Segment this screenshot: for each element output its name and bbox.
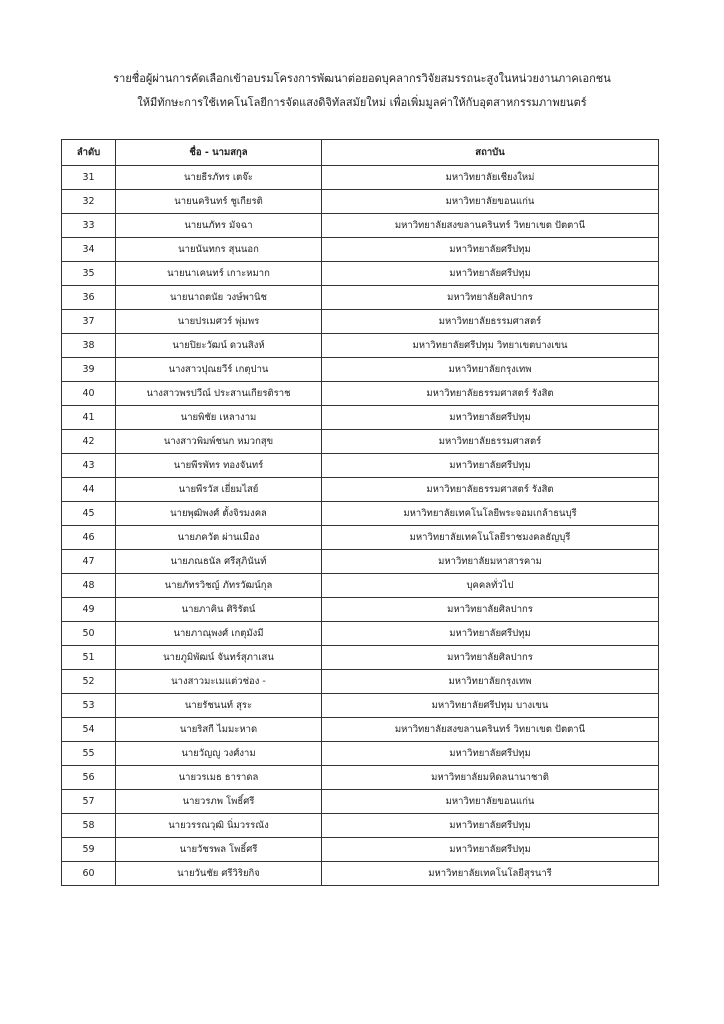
cell-institution: มหาวิทยาลัยกรุงเทพ xyxy=(322,670,659,694)
table-row xyxy=(62,430,659,454)
cell-name: นายนภัทร มัจฉา xyxy=(116,214,322,238)
cell-name: นายภณธนัล ศรีสุภินันท์ xyxy=(116,550,322,574)
cell-name: นายพีรพัทร ทองจันทร์ xyxy=(116,454,322,478)
cell-number: 42 xyxy=(62,430,116,454)
table-row xyxy=(62,286,659,310)
cell-number: 46 xyxy=(62,526,116,550)
cell-number: 59 xyxy=(62,838,116,862)
cell-name: นายวรภพ โพธิ์ศรี xyxy=(116,790,322,814)
table-row xyxy=(62,406,659,430)
cell-institution: มหาวิทยาลัยสงขลานครินทร์ วิทยาเขต ปัตตานี xyxy=(322,718,659,742)
column-header-name: ชื่อ - นามสกุล xyxy=(116,140,322,166)
table-row xyxy=(62,766,659,790)
cell-number: 33 xyxy=(62,214,116,238)
cell-number: 49 xyxy=(62,598,116,622)
cell-institution: มหาวิทยาลัยศรีปทุม xyxy=(322,742,659,766)
table-row xyxy=(62,190,659,214)
cell-institution: มหาวิทยาลัยธรรมศาสตร์ รังสิต xyxy=(322,382,659,406)
cell-institution: มหาวิทยาลัยศรีปทุม วิทยาเขตบางเขน xyxy=(322,334,659,358)
cell-number: 41 xyxy=(62,406,116,430)
cell-number: 48 xyxy=(62,574,116,598)
table-row xyxy=(62,310,659,334)
cell-number: 40 xyxy=(62,382,116,406)
table-row xyxy=(62,598,659,622)
cell-institution: มหาวิทยาลัยธรรมศาสตร์ รังสิต xyxy=(322,478,659,502)
cell-institution: มหาวิทยาลัยศิลปากร xyxy=(322,286,659,310)
cell-name: นายภัทรวิชญ์ ภัทรวัฒน์กุล xyxy=(116,574,322,598)
participants-table xyxy=(61,139,659,886)
cell-institution: มหาวิทยาลัยศรีปทุม xyxy=(322,622,659,646)
table-row xyxy=(62,526,659,550)
table-row xyxy=(62,238,659,262)
table-header-row xyxy=(62,140,659,166)
cell-number: 57 xyxy=(62,790,116,814)
cell-name: นายปิยะวัฒน์ ดวนสิงห์ xyxy=(116,334,322,358)
cell-number: 52 xyxy=(62,670,116,694)
cell-number: 36 xyxy=(62,286,116,310)
table-body xyxy=(62,166,659,886)
document-title-line-1: รายชื่อผู้ผ่านการคัดเลือกเข้าอบรมโครงการพัฒนาต่อยอดบุคลากรวิจัยสมรรถนะสูงในหน่วยงานภาคเอกชน xyxy=(113,72,611,85)
cell-institution: มหาวิทยาลัยศรีปทุม บางเขน xyxy=(322,694,659,718)
cell-institution: มหาวิทยาลัยขอนแก่น xyxy=(322,190,659,214)
table-row xyxy=(62,790,659,814)
cell-number: 31 xyxy=(62,166,116,190)
table-row xyxy=(62,502,659,526)
table-row xyxy=(62,622,659,646)
cell-institution: มหาวิทยาลัยศิลปากร xyxy=(322,646,659,670)
cell-name: นายภูมิพัฒน์ จันทร์สุภาเสน xyxy=(116,646,322,670)
cell-institution: มหาวิทยาลัยศิลปากร xyxy=(322,598,659,622)
cell-institution: มหาวิทยาลัยขอนแก่น xyxy=(322,790,659,814)
table-row xyxy=(62,358,659,382)
cell-name: นายพุฒิพงศ์ ตั้งจิรมงคล xyxy=(116,502,322,526)
cell-name: นายวรรณวุฒิ นิ่มวรรณัง xyxy=(116,814,322,838)
cell-number: 45 xyxy=(62,502,116,526)
cell-name: นายวัชรพล โพธิ์ศรี xyxy=(116,838,322,862)
cell-name: นายพิชัย เหลางาม xyxy=(116,406,322,430)
cell-number: 54 xyxy=(62,718,116,742)
cell-name: นายพีรวัส เยี่ยมไสย์ xyxy=(116,478,322,502)
cell-number: 47 xyxy=(62,550,116,574)
cell-name: นายภาคิน ศิริรัตน์ xyxy=(116,598,322,622)
table-row xyxy=(62,694,659,718)
cell-institution: มหาวิทยาลัยมหาสารคาม xyxy=(322,550,659,574)
cell-institution: มหาวิทยาลัยเทคโนโลยีสุรนารี xyxy=(322,862,659,886)
cell-name: นางสาวปุณยวีร์ เกตุปาน xyxy=(116,358,322,382)
cell-institution: มหาวิทยาลัยศรีปทุม xyxy=(322,454,659,478)
table-row xyxy=(62,742,659,766)
cell-name: นายวัญญู วงศ์งาม xyxy=(116,742,322,766)
table-row xyxy=(62,478,659,502)
cell-number: 53 xyxy=(62,694,116,718)
cell-number: 51 xyxy=(62,646,116,670)
table-row xyxy=(62,166,659,190)
cell-institution: มหาวิทยาลัยศรีปทุม xyxy=(322,838,659,862)
table-row xyxy=(62,214,659,238)
cell-institution: มหาวิทยาลัยศรีปทุม xyxy=(322,406,659,430)
cell-name: นายภควัต ผ่านเมือง xyxy=(116,526,322,550)
cell-number: 37 xyxy=(62,310,116,334)
cell-institution: มหาวิทยาลัยศรีปทุม xyxy=(322,814,659,838)
cell-number: 35 xyxy=(62,262,116,286)
cell-number: 32 xyxy=(62,190,116,214)
cell-institution: มหาวิทยาลัยเชียงใหม่ xyxy=(322,166,659,190)
cell-name: นายธีรภัทร เตจ๊ะ xyxy=(116,166,322,190)
cell-name: นายนครินทร์ ชูเกียรติ xyxy=(116,190,322,214)
cell-institution: มหาวิทยาลัยธรรมศาสตร์ xyxy=(322,430,659,454)
cell-institution: มหาวิทยาลัยสงขลานครินทร์ วิทยาเขต ปัตตานี xyxy=(322,214,659,238)
cell-name: นางสาวพิมพ์ชนก หมวกสุข xyxy=(116,430,322,454)
cell-institution: มหาวิทยาลัยธรรมศาสตร์ xyxy=(322,310,659,334)
cell-number: 60 xyxy=(62,862,116,886)
cell-number: 39 xyxy=(62,358,116,382)
cell-name: นายนาถตนัย วงษ์พานิช xyxy=(116,286,322,310)
table-row xyxy=(62,670,659,694)
table-row xyxy=(62,574,659,598)
cell-institution: บุคคลทั่วไป xyxy=(322,574,659,598)
column-header-number: ลำดับ xyxy=(62,140,116,166)
table-row xyxy=(62,382,659,406)
table-row xyxy=(62,550,659,574)
table-row xyxy=(62,334,659,358)
cell-number: 56 xyxy=(62,766,116,790)
cell-number: 55 xyxy=(62,742,116,766)
table-row xyxy=(62,814,659,838)
cell-name: นายวรเมธ ธาราดล xyxy=(116,766,322,790)
table-row xyxy=(62,262,659,286)
cell-name: นายภาณุพงศ์ เกตุมังมี xyxy=(116,622,322,646)
cell-number: 43 xyxy=(62,454,116,478)
cell-number: 38 xyxy=(62,334,116,358)
cell-number: 58 xyxy=(62,814,116,838)
cell-institution: มหาวิทยาลัยกรุงเทพ xyxy=(322,358,659,382)
cell-number: 44 xyxy=(62,478,116,502)
cell-name: นางสาวพรปวีณ์ ประสานเกียรติราช xyxy=(116,382,322,406)
cell-institution: มหาวิทยาลัยศรีปทุม xyxy=(322,262,659,286)
cell-name: นางสาวมะเมแต่วช่อง - xyxy=(116,670,322,694)
cell-name: นายรัชนนท์ สุระ xyxy=(116,694,322,718)
cell-name: นายนาเคนทร์ เกาะหมาก xyxy=(116,262,322,286)
cell-institution: มหาวิทยาลัยมหิดลนานาชาติ xyxy=(322,766,659,790)
table-row xyxy=(62,646,659,670)
column-header-institution: สถาบัน xyxy=(322,140,659,166)
cell-name: นายปรเมศวร์ พุ่มพร xyxy=(116,310,322,334)
table-row xyxy=(62,862,659,886)
cell-name: นายริสกี ไมมะหาด xyxy=(116,718,322,742)
table-row xyxy=(62,454,659,478)
table-row xyxy=(62,838,659,862)
cell-name: นายนันทกร สุนนอก xyxy=(116,238,322,262)
cell-name: นายวันชัย ศรีวิริยกิจ xyxy=(116,862,322,886)
table-row xyxy=(62,718,659,742)
document-title-line-2: ให้มีทักษะการใช้เทคโนโลยีการจัดแสงดิจิทัลสมัยใหม่ เพื่อเพิ่มมูลค่าให้กับอุตสาหกรรมภาพยนตร์ xyxy=(137,96,587,109)
cell-institution: มหาวิทยาลัยศรีปทุม xyxy=(322,238,659,262)
cell-number: 50 xyxy=(62,622,116,646)
cell-number: 34 xyxy=(62,238,116,262)
cell-institution: มหาวิทยาลัยเทคโนโลยีพระจอมเกล้าธนบุรี xyxy=(322,502,659,526)
cell-institution: มหาวิทยาลัยเทคโนโลยีราชมงคลธัญบุรี xyxy=(322,526,659,550)
